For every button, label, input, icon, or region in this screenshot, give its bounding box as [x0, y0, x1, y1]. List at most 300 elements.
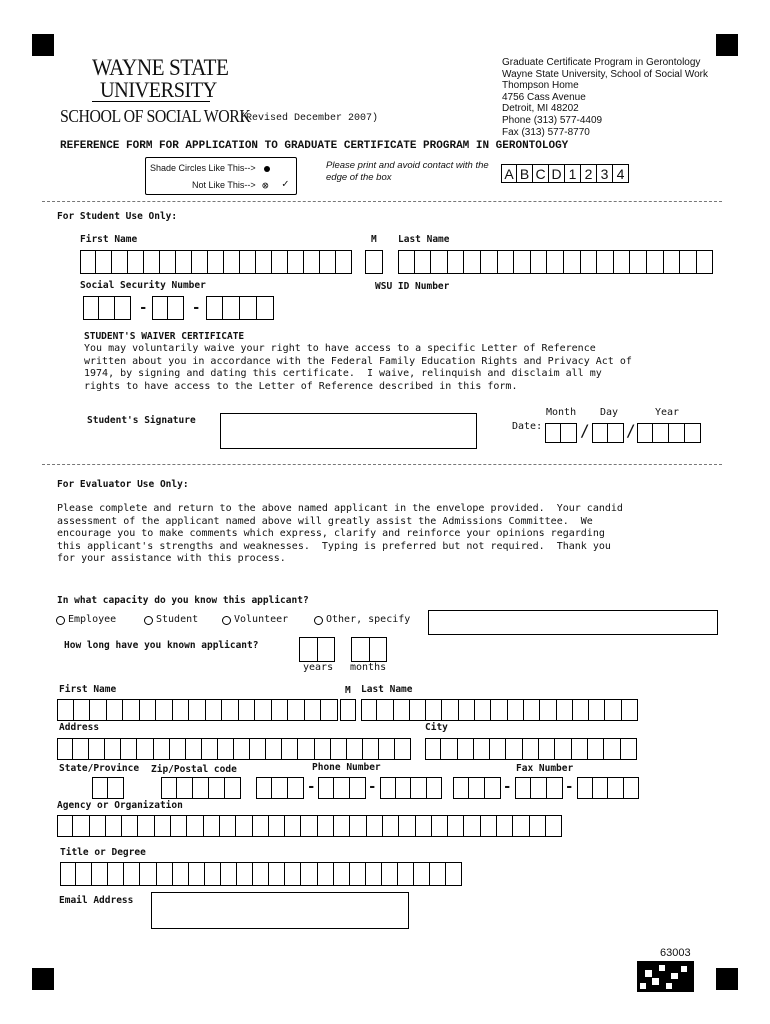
character-box[interactable]	[206, 699, 223, 721]
capacity-question: In what capacity do you know this applicant?	[57, 595, 309, 606]
character-box[interactable]	[60, 862, 76, 886]
character-box[interactable]	[410, 699, 426, 721]
character-box[interactable]	[350, 815, 366, 837]
character-box[interactable]	[546, 815, 562, 837]
character-box[interactable]	[140, 699, 157, 721]
character-box[interactable]	[608, 423, 624, 443]
phone-prefix-field[interactable]	[318, 777, 366, 799]
not-like-text: Not Like This-->	[192, 180, 256, 190]
character-box[interactable]	[186, 738, 202, 760]
date-year-label: Year	[655, 407, 680, 418]
character-box[interactable]	[301, 815, 317, 837]
city-label: City	[425, 722, 448, 733]
character-box[interactable]	[144, 250, 160, 274]
character-box[interactable]	[490, 738, 506, 760]
character-box[interactable]	[396, 777, 412, 799]
character-box[interactable]	[123, 699, 140, 721]
fax-area-code-field[interactable]	[453, 777, 501, 799]
character-box[interactable]	[680, 250, 697, 274]
character-box[interactable]	[73, 815, 89, 837]
date-month-field[interactable]	[545, 423, 577, 443]
character-box[interactable]	[57, 738, 73, 760]
character-box[interactable]	[269, 862, 285, 886]
character-box[interactable]	[481, 250, 498, 274]
character-box[interactable]	[288, 250, 304, 274]
character-box[interactable]	[653, 423, 669, 443]
character-box[interactable]	[350, 862, 366, 886]
character-box[interactable]	[223, 296, 240, 320]
character-box[interactable]	[485, 777, 501, 799]
logo-school-of-social-work: SCHOOL OF SOCIAL WORK	[60, 106, 251, 126]
character-box[interactable]	[218, 738, 234, 760]
character-box[interactable]	[697, 250, 714, 274]
character-box[interactable]	[647, 250, 664, 274]
example-char: 4	[613, 164, 629, 183]
character-box[interactable]	[83, 296, 99, 320]
character-box[interactable]	[363, 738, 379, 760]
character-box[interactable]	[173, 699, 190, 721]
character-box[interactable]	[90, 815, 106, 837]
character-box[interactable]	[301, 862, 317, 886]
evaluator-last-name-field[interactable]	[361, 699, 638, 721]
character-box[interactable]	[152, 296, 168, 320]
waiver-title: STUDENT'S WAIVER CERTIFICATE	[84, 331, 245, 342]
address-line-city: Detroit, MI 48202	[502, 103, 579, 115]
character-box[interactable]	[630, 250, 647, 274]
character-box[interactable]	[530, 815, 546, 837]
character-box[interactable]	[206, 296, 223, 320]
character-box[interactable]	[350, 777, 366, 799]
character-box[interactable]	[121, 738, 137, 760]
character-box[interactable]	[92, 862, 108, 886]
character-box[interactable]	[106, 815, 122, 837]
fax-prefix-field[interactable]	[515, 777, 563, 799]
character-box[interactable]	[592, 423, 608, 443]
character-box[interactable]	[140, 862, 156, 886]
character-box[interactable]	[272, 777, 288, 799]
character-box[interactable]	[514, 250, 531, 274]
section-divider-evaluator	[42, 464, 722, 465]
student-middle-initial-label: M	[371, 234, 377, 245]
character-box[interactable]	[193, 777, 209, 799]
character-box[interactable]	[334, 815, 350, 837]
character-box[interactable]	[604, 738, 620, 760]
capacity-employee-label: Employee	[68, 614, 117, 625]
character-box[interactable]	[469, 777, 485, 799]
evaluator-zip-field[interactable]	[161, 777, 241, 799]
character-box[interactable]	[448, 815, 464, 837]
character-box[interactable]	[305, 699, 322, 721]
character-box[interactable]	[515, 777, 531, 799]
character-box[interactable]	[430, 862, 446, 886]
character-box[interactable]	[416, 815, 432, 837]
character-box[interactable]	[173, 862, 189, 886]
character-box[interactable]	[92, 777, 108, 799]
character-box[interactable]	[425, 738, 441, 760]
character-box[interactable]	[234, 738, 250, 760]
character-box[interactable]	[112, 250, 128, 274]
character-box[interactable]	[377, 699, 393, 721]
character-box[interactable]	[285, 815, 301, 837]
character-box[interactable]	[395, 738, 411, 760]
address-line-street: 4756 Cass Avenue	[502, 91, 586, 103]
character-box[interactable]	[138, 815, 154, 837]
character-box[interactable]	[105, 738, 121, 760]
character-box[interactable]	[96, 250, 112, 274]
character-box[interactable]	[177, 777, 193, 799]
character-box[interactable]	[205, 862, 221, 886]
character-box[interactable]	[272, 699, 289, 721]
character-box[interactable]	[155, 815, 171, 837]
character-box[interactable]	[367, 815, 383, 837]
character-box[interactable]	[257, 296, 274, 320]
character-box[interactable]	[545, 423, 561, 443]
character-box[interactable]	[288, 699, 305, 721]
character-box[interactable]	[272, 250, 288, 274]
character-box[interactable]	[508, 699, 524, 721]
capacity-other-label: Other, specify	[326, 614, 411, 625]
character-box[interactable]	[383, 815, 399, 837]
character-box[interactable]	[298, 738, 314, 760]
character-box[interactable]	[432, 815, 448, 837]
character-box[interactable]	[334, 777, 350, 799]
character-box[interactable]	[605, 699, 621, 721]
character-box[interactable]	[202, 738, 218, 760]
character-box[interactable]	[160, 250, 176, 274]
character-box[interactable]	[531, 777, 547, 799]
character-box[interactable]	[189, 862, 205, 886]
date-label: Date:	[512, 421, 543, 432]
character-box[interactable]	[474, 738, 490, 760]
character-box[interactable]	[168, 296, 184, 320]
date-day-field[interactable]	[592, 423, 624, 443]
character-box[interactable]	[220, 815, 236, 837]
character-box[interactable]	[321, 699, 338, 721]
character-box[interactable]	[237, 862, 253, 886]
character-box[interactable]	[208, 250, 224, 274]
evaluator-last-name-label: Last Name	[361, 684, 413, 695]
evaluator-middle-initial-label: M	[345, 685, 351, 696]
character-box[interactable]	[380, 777, 396, 799]
character-box[interactable]	[74, 699, 91, 721]
registration-mark-bottom-right	[716, 968, 738, 990]
character-box[interactable]	[426, 699, 442, 721]
character-box[interactable]	[589, 699, 605, 721]
character-box[interactable]	[124, 862, 140, 886]
logo-rule	[92, 101, 210, 102]
fax-line-field[interactable]	[577, 777, 639, 799]
character-box[interactable]	[80, 250, 96, 274]
character-box[interactable]	[256, 777, 272, 799]
character-box[interactable]	[572, 738, 588, 760]
character-box[interactable]	[331, 738, 347, 760]
example-char: C	[533, 164, 549, 183]
character-box[interactable]	[464, 815, 480, 837]
crossed-circle-icon: ⊗	[262, 179, 269, 192]
waiver-text-line4: rights to have access to the Letter of Reference described in this form.	[84, 380, 518, 392]
student-signature-label: Student's Signature	[87, 415, 196, 426]
character-box[interactable]	[685, 423, 701, 443]
print-note-line2: edge of the box	[326, 172, 392, 183]
character-box[interactable]	[573, 699, 589, 721]
phone-area-code-field[interactable]	[256, 777, 304, 799]
capacity-other-specify-field[interactable]	[428, 610, 718, 635]
character-box[interactable]	[379, 738, 395, 760]
character-box[interactable]	[448, 250, 465, 274]
character-box[interactable]	[664, 250, 681, 274]
evaluator-intro-line2: assessment of the applicant named above will greatly assist the Admissions Committee. We	[57, 515, 593, 527]
character-box[interactable]	[156, 699, 173, 721]
character-box[interactable]	[581, 250, 598, 274]
evaluator-intro-line1: Please complete and return to the above named applicant in the envelope provided. Your candid	[57, 503, 623, 514]
character-box[interactable]	[176, 250, 192, 274]
character-box[interactable]	[446, 862, 462, 886]
character-box[interactable]	[361, 699, 377, 721]
character-box[interactable]	[459, 699, 475, 721]
character-box[interactable]	[90, 699, 107, 721]
example-char: A	[501, 164, 517, 183]
character-box[interactable]	[192, 250, 208, 274]
character-box[interactable]	[498, 250, 515, 274]
character-box[interactable]	[288, 777, 304, 799]
character-box[interactable]	[128, 250, 144, 274]
character-box[interactable]	[336, 250, 352, 274]
character-box[interactable]	[411, 777, 427, 799]
character-box[interactable]	[266, 738, 282, 760]
capacity-student-label: Student	[156, 614, 199, 625]
date-day-label: Day	[600, 407, 619, 418]
character-box[interactable]	[365, 250, 383, 274]
character-box[interactable]	[240, 296, 257, 320]
ssn-dash-1: -	[139, 300, 148, 316]
character-box[interactable]	[398, 862, 414, 886]
character-box[interactable]	[204, 815, 220, 837]
character-box[interactable]	[122, 815, 138, 837]
character-box[interactable]	[453, 777, 469, 799]
evaluator-middle-initial-field[interactable]	[340, 699, 356, 721]
zip-label: Zip/Postal code	[151, 764, 237, 775]
character-box[interactable]	[637, 423, 653, 443]
character-box[interactable]	[107, 699, 124, 721]
character-box[interactable]	[253, 862, 269, 886]
character-box[interactable]	[614, 250, 631, 274]
student-middle-initial-field[interactable]	[365, 250, 383, 274]
ssn-dash-2: -	[192, 300, 201, 316]
capacity-volunteer-radio[interactable]	[222, 616, 231, 625]
character-box[interactable]	[250, 738, 266, 760]
character-box[interactable]	[334, 862, 350, 886]
character-box[interactable]	[318, 862, 334, 886]
character-box[interactable]	[539, 738, 555, 760]
character-box[interactable]	[399, 815, 415, 837]
waiver-text-line2: written about you in accordance with the Federal Family Education Rights and Privacy Act of	[84, 355, 632, 367]
phone-line-field[interactable]	[380, 777, 442, 799]
character-box[interactable]	[475, 699, 491, 721]
character-box[interactable]	[170, 738, 186, 760]
character-box[interactable]	[318, 815, 334, 837]
example-char: 3	[597, 164, 613, 183]
student-first-name-label: First Name	[80, 234, 138, 245]
capacity-student-radio[interactable]	[144, 616, 153, 625]
character-box[interactable]	[161, 777, 177, 799]
agency-label: Agency or Organization	[57, 800, 183, 811]
character-box[interactable]	[366, 862, 382, 886]
student-first-name-field[interactable]	[80, 250, 352, 274]
character-box[interactable]	[561, 423, 577, 443]
character-box[interactable]	[57, 699, 74, 721]
character-box[interactable]	[458, 738, 474, 760]
fax-dash-1: -	[503, 779, 512, 795]
character-box[interactable]	[76, 862, 92, 886]
email-label: Email Address	[59, 895, 134, 906]
character-box[interactable]	[431, 250, 448, 274]
character-box[interactable]	[394, 699, 410, 721]
character-box[interactable]	[137, 738, 153, 760]
character-box[interactable]	[506, 738, 522, 760]
evaluator-city-field[interactable]	[425, 738, 637, 760]
phone-label: Phone Number	[312, 762, 381, 773]
character-box[interactable]	[608, 777, 624, 799]
agency-field[interactable]	[57, 815, 562, 837]
title-degree-field[interactable]	[60, 862, 462, 886]
character-box[interactable]	[414, 862, 430, 886]
character-box[interactable]	[524, 699, 540, 721]
date-slash-1: /	[580, 421, 590, 440]
character-box[interactable]	[464, 250, 481, 274]
character-box[interactable]	[282, 738, 298, 760]
check-mark-icon: ✓	[282, 177, 289, 190]
character-box[interactable]	[115, 296, 131, 320]
character-box[interactable]	[318, 777, 334, 799]
character-box[interactable]	[555, 738, 571, 760]
address-line-program: Graduate Certificate Program in Gerontology	[502, 57, 701, 68]
character-box[interactable]	[513, 815, 529, 837]
character-box[interactable]	[108, 862, 124, 886]
character-box[interactable]	[108, 777, 124, 799]
character-box[interactable]	[347, 738, 363, 760]
character-box[interactable]	[320, 250, 336, 274]
character-box[interactable]	[255, 699, 272, 721]
character-box[interactable]	[285, 862, 301, 886]
character-box[interactable]	[621, 738, 637, 760]
form-number: 63003	[660, 947, 691, 959]
character-box[interactable]	[236, 815, 252, 837]
character-box[interactable]	[73, 738, 89, 760]
character-box[interactable]	[497, 815, 513, 837]
character-box[interactable]	[593, 777, 609, 799]
character-box[interactable]	[253, 815, 269, 837]
character-box[interactable]	[340, 699, 356, 721]
phone-dash-2: -	[368, 779, 377, 795]
example-char: 1	[565, 164, 581, 183]
character-box[interactable]	[239, 699, 256, 721]
character-box[interactable]	[669, 423, 685, 443]
character-box[interactable]	[564, 250, 581, 274]
character-box[interactable]	[99, 296, 115, 320]
filled-circle-icon	[264, 166, 270, 172]
character-box[interactable]	[398, 250, 415, 274]
registration-mark-top-left	[32, 34, 54, 56]
student-section-title: For Student Use Only:	[57, 211, 178, 222]
wsu-id-label: WSU ID Number	[375, 281, 450, 292]
character-box[interactable]	[315, 738, 331, 760]
address-line-fax: Fax (313) 577-8770	[502, 126, 590, 138]
character-box[interactable]	[523, 738, 539, 760]
character-box[interactable]	[622, 699, 638, 721]
character-box[interactable]	[531, 250, 548, 274]
ssn-part2-field[interactable]	[152, 296, 184, 320]
ssn-part3-field[interactable]	[206, 296, 274, 320]
character-box[interactable]	[597, 250, 614, 274]
character-box[interactable]	[588, 738, 604, 760]
character-box[interactable]	[157, 862, 173, 886]
evaluator-first-name-field[interactable]	[57, 699, 338, 721]
student-last-name-field[interactable]	[398, 250, 713, 274]
character-box[interactable]	[415, 250, 432, 274]
capacity-employee-radio[interactable]	[56, 616, 65, 625]
fax-dash-2: -	[565, 779, 574, 795]
student-signature-field[interactable]	[220, 413, 477, 449]
character-box[interactable]	[442, 699, 458, 721]
character-box[interactable]	[557, 699, 573, 721]
character-box[interactable]	[547, 250, 564, 274]
character-box[interactable]	[222, 699, 239, 721]
state-label: State/Province	[59, 763, 140, 774]
character-box[interactable]	[481, 815, 497, 837]
character-box[interactable]	[89, 738, 105, 760]
ssn-part1-field[interactable]	[83, 296, 131, 320]
character-box[interactable]	[171, 815, 187, 837]
character-box[interactable]	[269, 815, 285, 837]
character-box[interactable]	[209, 777, 225, 799]
known-months-divider	[369, 637, 370, 662]
character-box[interactable]	[624, 777, 640, 799]
character-box[interactable]	[304, 250, 320, 274]
character-box[interactable]	[427, 777, 443, 799]
address-line-phone: Phone (313) 577-4409	[502, 115, 603, 126]
character-box[interactable]	[225, 777, 241, 799]
date-year-field[interactable]	[637, 423, 701, 443]
evaluator-state-field[interactable]	[92, 777, 124, 799]
character-box[interactable]	[154, 738, 170, 760]
character-box[interactable]	[256, 250, 272, 274]
address-line-building: Thompson Home	[502, 80, 579, 92]
email-field[interactable]	[151, 892, 409, 929]
character-box[interactable]	[189, 699, 206, 721]
character-box[interactable]	[221, 862, 237, 886]
form-title: REFERENCE FORM FOR APPLICATION TO GRADUATE CERTIFICATE PROGRAM IN GERONTOLOGY	[60, 140, 569, 152]
character-box[interactable]	[547, 777, 563, 799]
character-box[interactable]	[224, 250, 240, 274]
character-box[interactable]	[382, 862, 398, 886]
registration-mark-bottom-left	[32, 968, 54, 990]
print-note-line1: Please print and avoid contact with the	[326, 160, 489, 171]
character-box[interactable]	[57, 815, 73, 837]
ssn-label: Social Security Number	[80, 280, 206, 291]
student-last-name-label: Last Name	[398, 234, 450, 245]
character-box[interactable]	[187, 815, 203, 837]
character-box[interactable]	[577, 777, 593, 799]
capacity-other-radio[interactable]	[314, 616, 323, 625]
character-box[interactable]	[441, 738, 457, 760]
character-box[interactable]	[491, 699, 507, 721]
character-box[interactable]	[240, 250, 256, 274]
example-characters	[501, 164, 629, 183]
evaluator-section-title: For Evaluator Use Only:	[57, 479, 189, 490]
character-box[interactable]	[540, 699, 556, 721]
evaluator-address-field[interactable]	[57, 738, 411, 760]
date-slash-2: /	[626, 421, 636, 440]
